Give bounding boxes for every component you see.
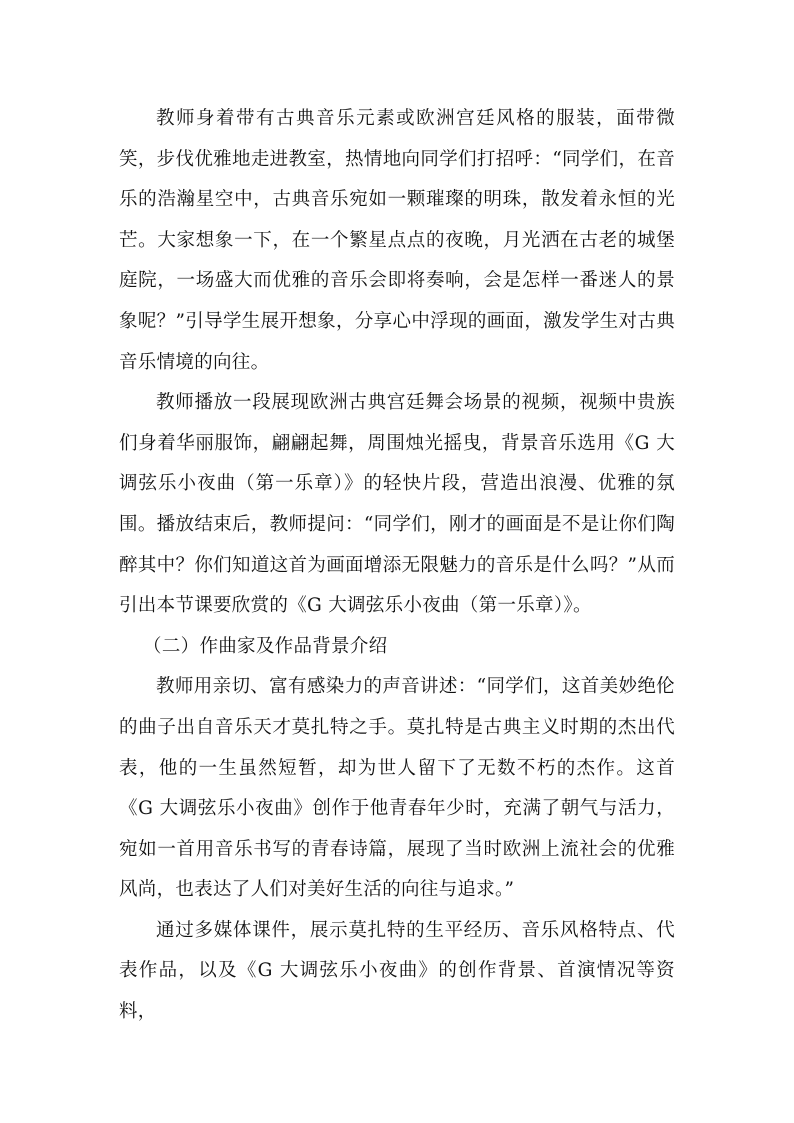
paragraph-video-introduction: 教师播放一段展现欧洲古典宫廷舞会场景的视频，视频中贵族们身着华丽服饰，翩翩起舞，周围烛光摇曳，背景音乐选用《G 大调弦乐小夜曲（第一乐章）》的轻快片段，营造出浪漫、优雅的氛围。播放结束后，教师提问：“同学们，刚才的画面是不是让你们陶醉其中？你们知道这首为画面增添无限魅力的音乐是什么吗？”从而引出本节课要欣赏的《G 大调弦乐小夜曲（第一乐章）》。 (119, 392, 675, 617)
paragraph-mozart-narration: 教师用亲切、富有感染力的声音讲述：“同学们，这首美妙绝伦的曲子出自音乐天才莫扎特之手。莫扎特是古典主义时期的杰出代表，他的一生虽然短暂，却为世人留下了无数不朽的杰作。这首《G 大调弦乐小夜曲》创作于他青春年少时，充满了朝气与活力，宛如一首用音乐书写的青春诗篇，展现了当时欧洲上流社会的优雅风尚，也表达了人们对美好生活的向往与追求。” (119, 676, 675, 901)
paragraph-multimedia-courseware: 通过多媒体课件，展示莫扎特的生平经历、音乐风格特点、代表作品，以及《G 大调弦乐小夜曲》的创作背景、首演情况等资料， (119, 919, 675, 1023)
document-body (119, 99, 675, 1033)
section-heading: （二）作曲家及作品背景介绍 (143, 635, 388, 657)
paragraph-intro-greeting: 教师身着带有古典音乐元素或欧洲宫廷风格的服装，面带微笑，步伐优雅地走进教室，热情地向同学们打招呼：“同学们，在音乐的浩瀚星空中，古典音乐宛如一颗璀璨的明珠，散发着永恒的光芒。大家想象一下，在一个繁星点点的夜晚，月光洒在古老的城堡庭院，一场盛大而优雅的音乐会即将奏响，会是怎样一番迷人的景象呢？”引导学生展开想象，分享心中浮现的画面，激发学生对古典音乐情境的向往。 (119, 108, 675, 373)
